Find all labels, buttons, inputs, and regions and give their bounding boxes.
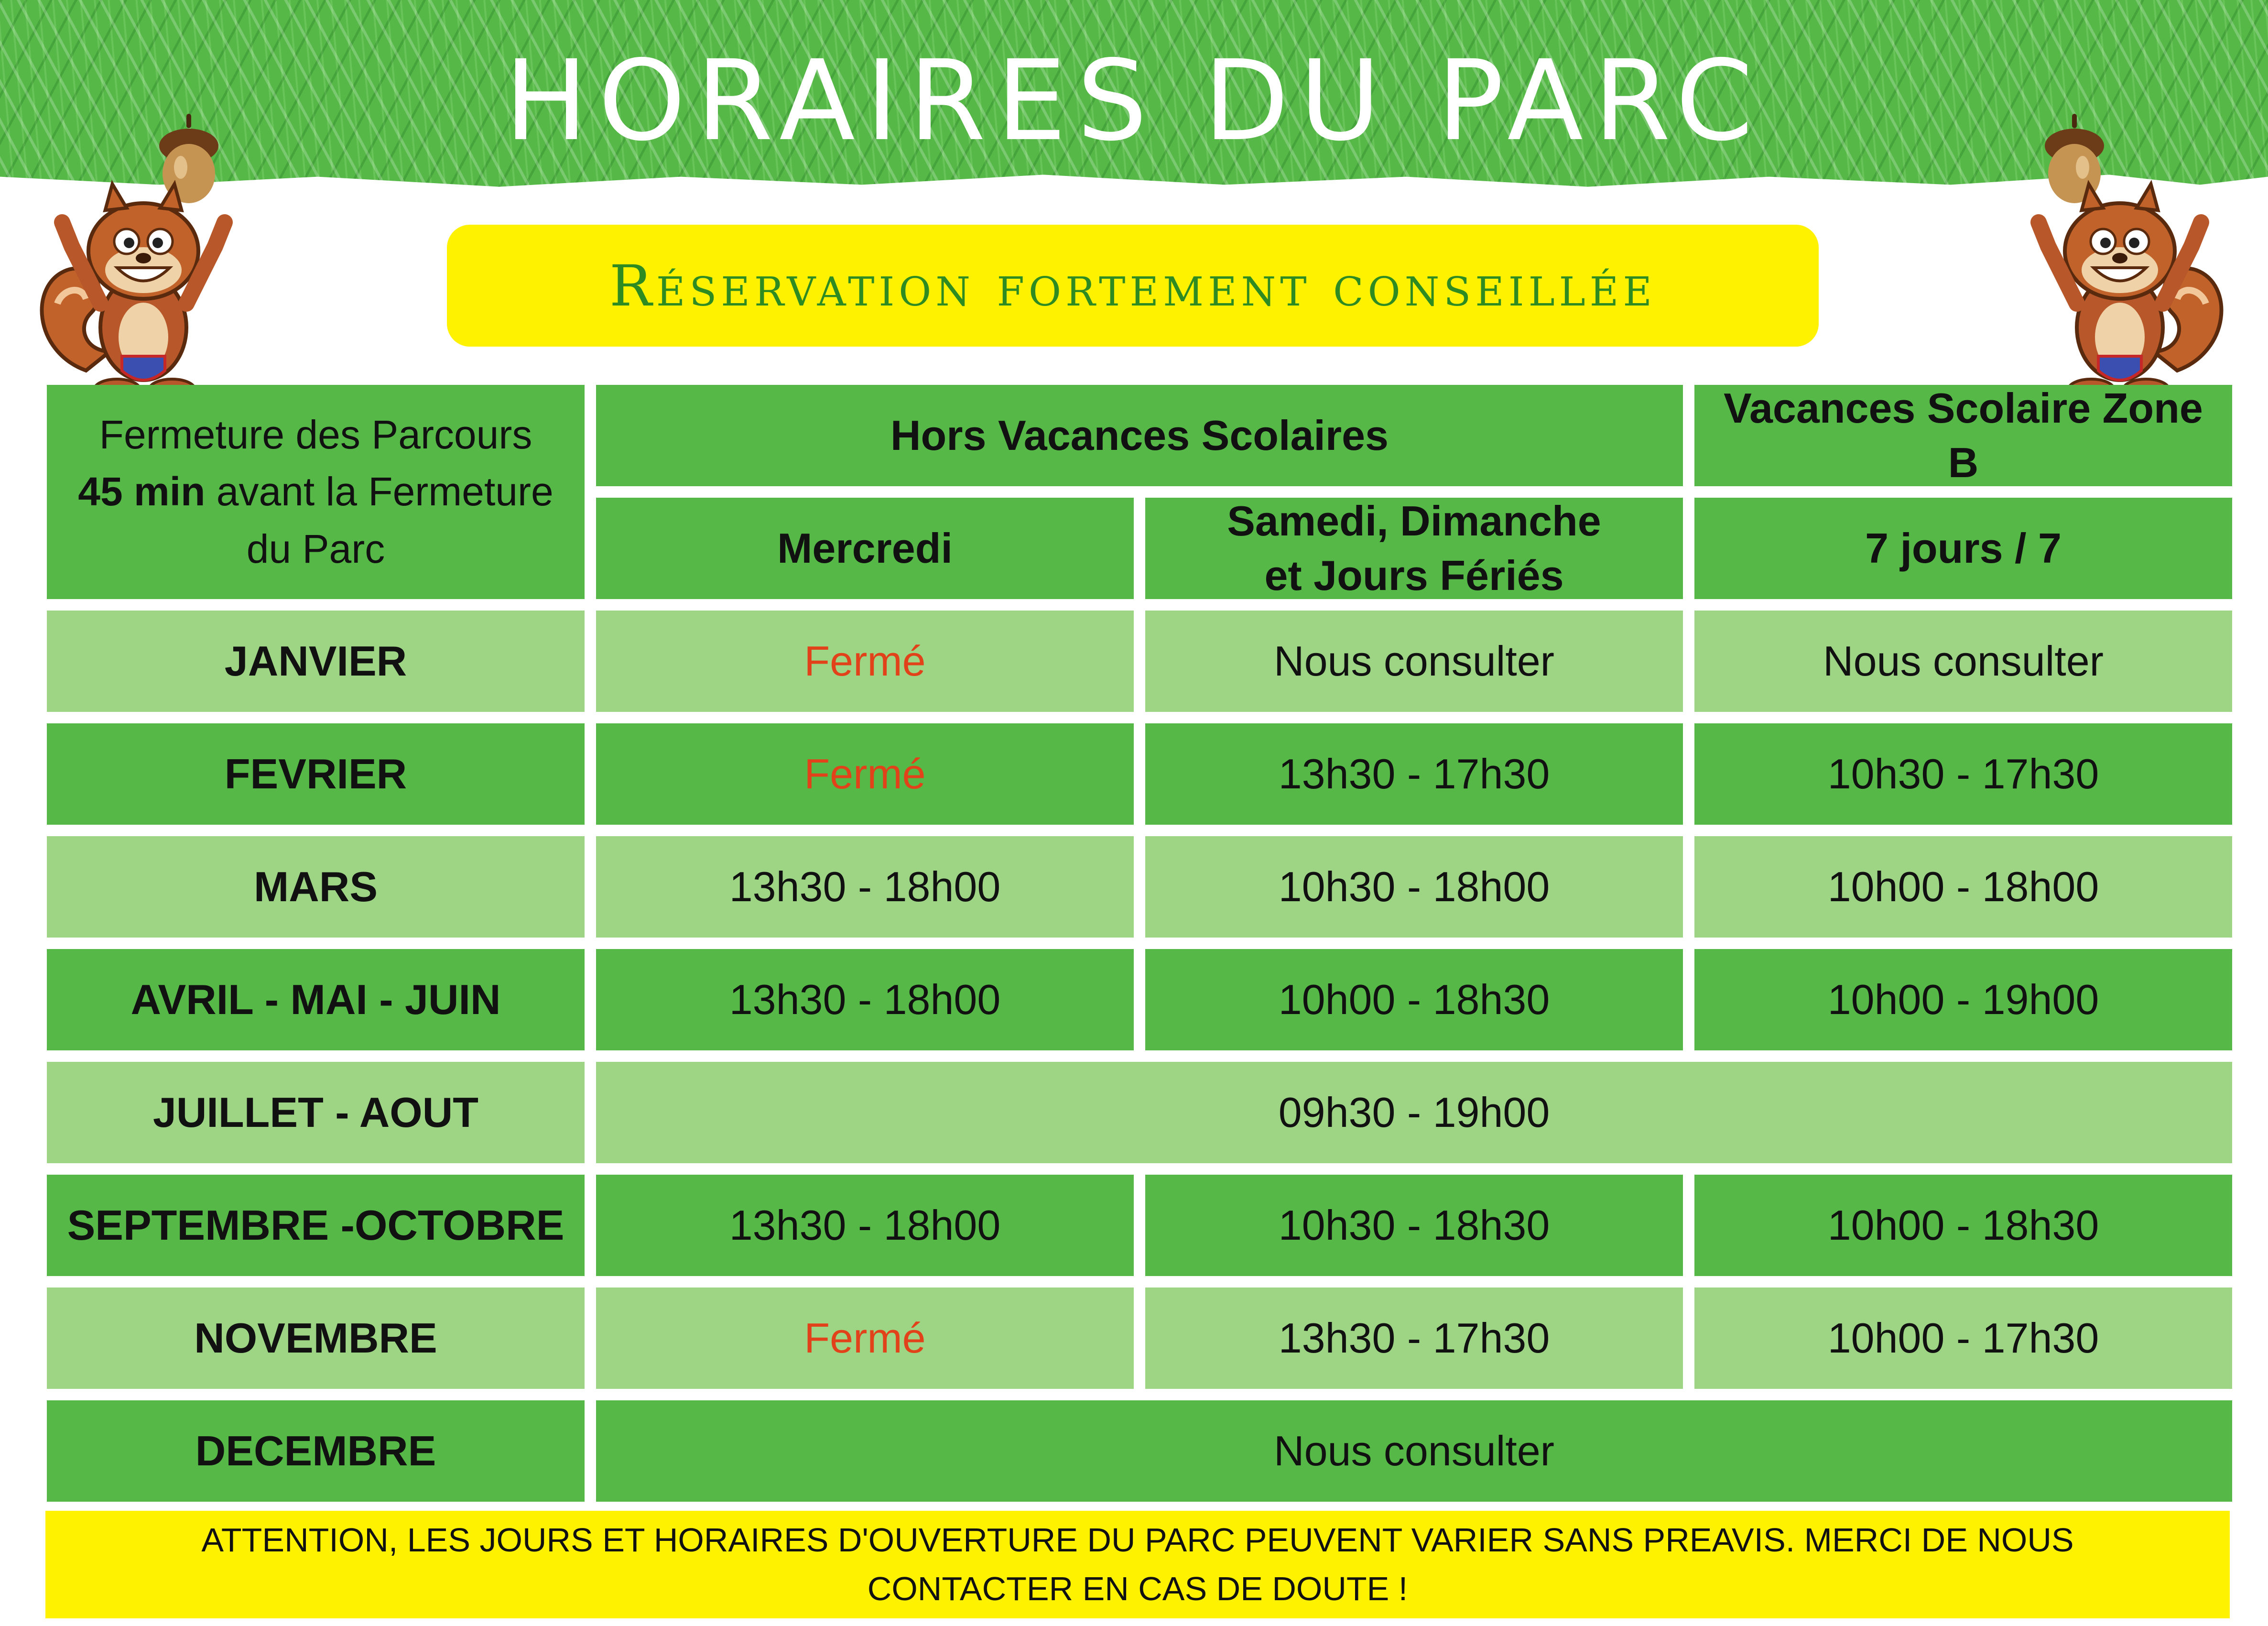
- header-vacances-zone-b: Vacances Scolaire Zone B: [1694, 385, 2232, 486]
- page-title: HORAIRES DU PARC: [504, 36, 1764, 165]
- fevrier-weekend: 13h30 - 17h30: [1145, 723, 1683, 825]
- closing-note-delay: 45 min: [78, 469, 206, 514]
- novembre-weekend: 13h30 - 17h30: [1145, 1288, 1683, 1389]
- novembre-vacances: 10h00 - 17h30: [1694, 1288, 2232, 1389]
- reservation-banner: [447, 225, 1819, 347]
- decembre-hours: Nous consulter: [596, 1400, 2232, 1502]
- month-septembre-octobre: SEPTEMBRE -OCTOBRE: [47, 1175, 585, 1276]
- fevrier-vacances: 10h30 - 17h30: [1694, 723, 2232, 825]
- squirrel-mascot-icon: [2039, 184, 2221, 400]
- header-seven-days: 7 jours / 7: [1694, 498, 2232, 599]
- month-decembre: DECEMBRE: [47, 1400, 585, 1502]
- janvier-weekend: Nous consulter: [1145, 611, 1683, 712]
- month-fevrier: FEVRIER: [47, 723, 585, 825]
- squirrel-mascot-right: [2015, 103, 2235, 409]
- warning-notice-text: ATTENTION, LES JOURS ET HORAIRES D'OUVERTURE DU PARC PEUVENT VARIER SANS PREAVIS. MERCI DE NOUS CONTACTER EN CAS DE DOUTE !: [201, 1521, 2074, 1607]
- month-mars: MARS: [47, 836, 585, 938]
- janvier-mercredi: Fermé: [596, 611, 1134, 712]
- opening-hours-table: [47, 385, 2229, 1506]
- month-novembre: NOVEMBRE: [47, 1288, 585, 1389]
- closing-note-line1: Fermeture des Parcours: [99, 412, 532, 458]
- header-weekend: Samedi, Dimanche et Jours Fériés: [1145, 498, 1683, 599]
- mars-weekend: 10h30 - 18h00: [1145, 836, 1683, 938]
- warning-notice: [45, 1511, 2230, 1618]
- mars-mercredi: 13h30 - 18h00: [596, 836, 1134, 938]
- squirrel-mascot-icon: [42, 184, 225, 400]
- mars-vacances: 10h00 - 18h00: [1694, 836, 2232, 938]
- closing-note-rest: avant la Fermeture du Parc: [205, 469, 553, 571]
- novembre-mercredi: Fermé: [596, 1288, 1134, 1389]
- squirrel-mascot-left: [29, 103, 249, 409]
- avril-weekend: 10h00 - 18h30: [1145, 949, 1683, 1050]
- header-hors-vacances: Hors Vacances Scolaires: [596, 385, 1683, 486]
- janvier-vacances: Nous consulter: [1694, 611, 2232, 712]
- reservation-note: Réservation fortement conseillée: [609, 252, 1656, 319]
- fevrier-mercredi: Fermé: [596, 723, 1134, 825]
- header-mercredi: Mercredi: [596, 498, 1134, 599]
- avril-vacances: 10h00 - 19h00: [1694, 949, 2232, 1050]
- acorn-icon: [159, 116, 218, 203]
- closing-note-header: [47, 385, 585, 599]
- juillet-aout-hours: 09h30 - 19h00: [596, 1062, 2232, 1163]
- month-avril-mai-juin: AVRIL - MAI - JUIN: [47, 949, 585, 1050]
- month-juillet-aout: JUILLET - AOUT: [47, 1062, 585, 1163]
- septembre-weekend: 10h30 - 18h30: [1145, 1175, 1683, 1276]
- septembre-vacances: 10h00 - 18h30: [1694, 1175, 2232, 1276]
- septembre-mercredi: 13h30 - 18h00: [596, 1175, 1134, 1276]
- month-janvier: JANVIER: [47, 611, 585, 712]
- avril-mercredi: 13h30 - 18h00: [596, 949, 1134, 1050]
- acorn-icon: [2045, 116, 2104, 203]
